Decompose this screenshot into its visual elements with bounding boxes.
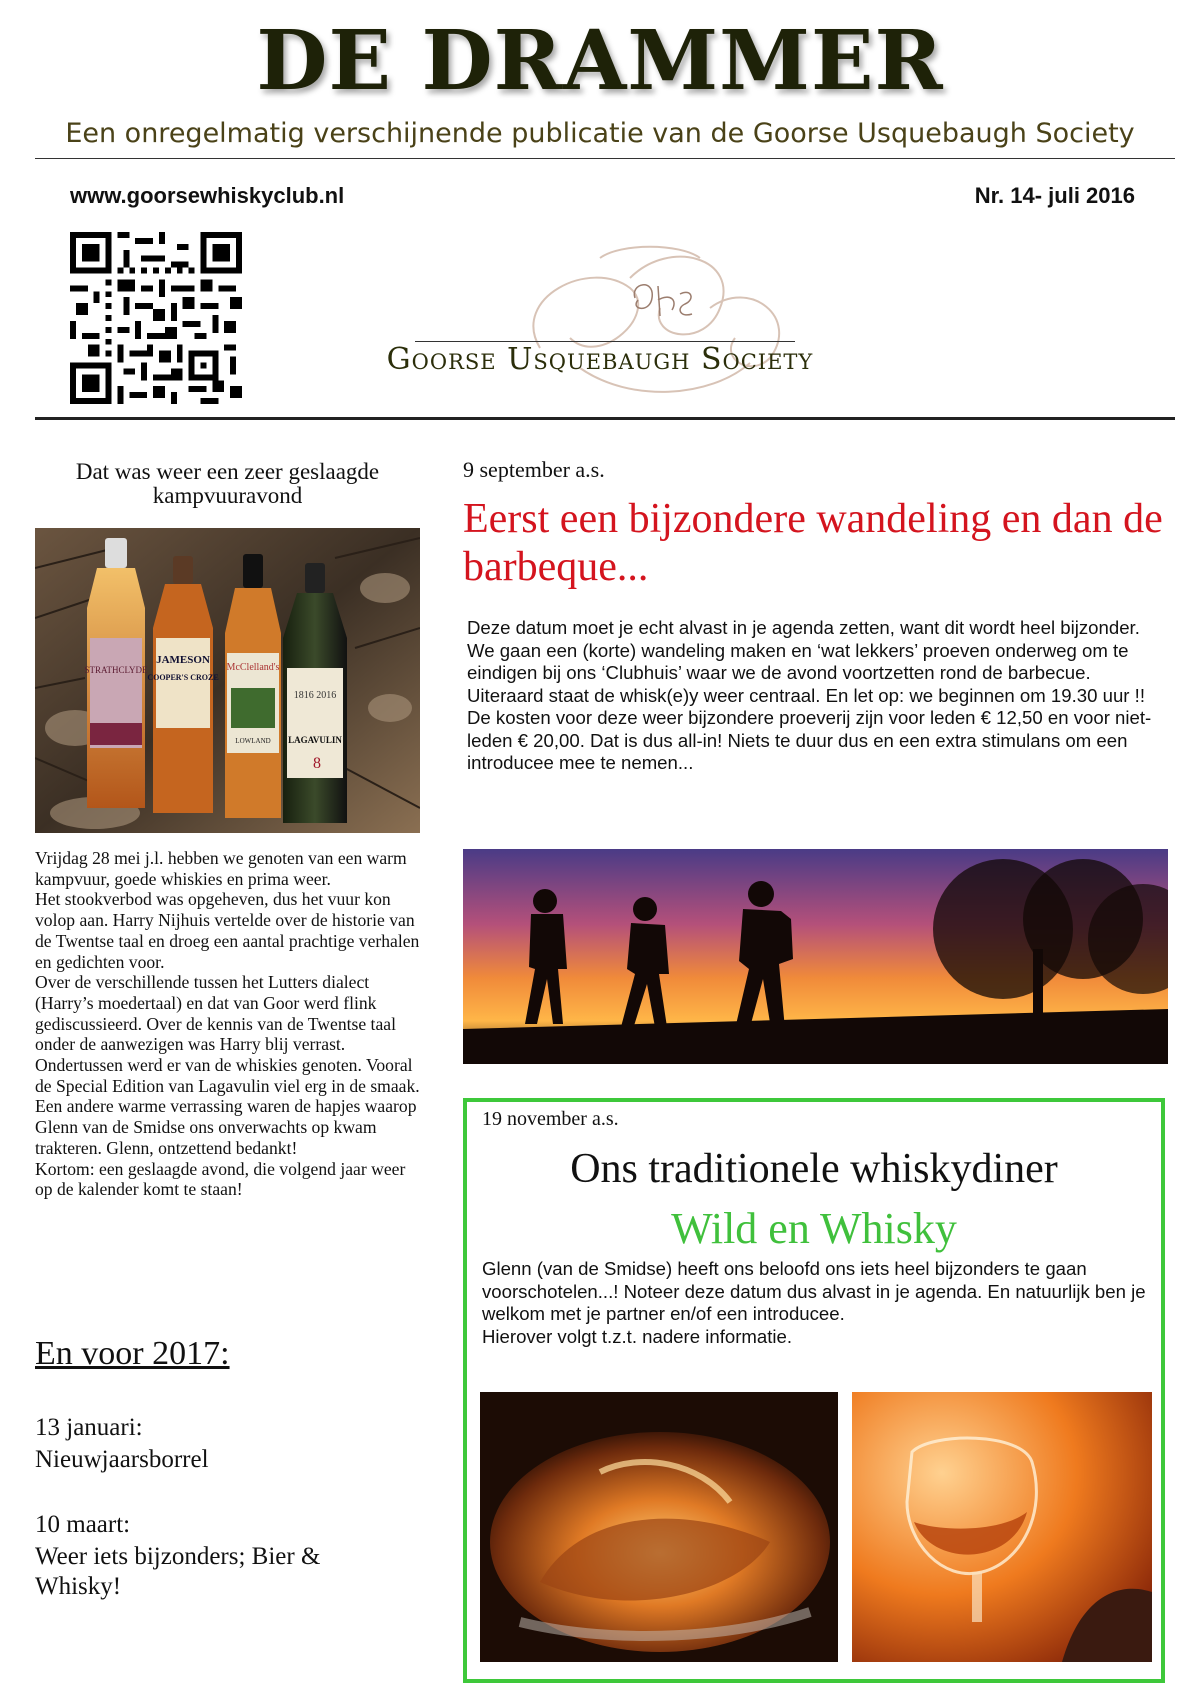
bottle-label-2: JAMESON [156, 654, 210, 666]
event-date: 10 maart: [35, 1511, 131, 1538]
future-events-heading: En voor 2017: [35, 1335, 230, 1372]
website-link[interactable]: www.goorsewhiskyclub.nl [70, 183, 345, 208]
society-monogram-logo [480, 238, 840, 408]
whisky-glass-photo [852, 1392, 1152, 1662]
masthead-title: DE DRAMMER [256, 13, 944, 109]
bottle-label-4: McClelland's [226, 662, 280, 673]
september-title: Eerst een bijzondere wandeling en dan de barbeque... [463, 496, 1163, 590]
bottle-label-8: 8 [313, 755, 321, 772]
november-subtitle: Wild en Whisky [671, 1204, 957, 1253]
september-paragraph: De kosten voor deze weer bijzondere proeverij zijn voor leden € 12,50 en voor niet-leden € 20,00. Dat is dus all-in! Niets te duur dus en een extra stimulans om een introducee mee te nemen... [467, 707, 1152, 773]
campfire-paragraph: Het stookverbod was opgeheven, dus het vuur kon volop aan. Harry Nijhuis vertelde over de historie van de Twentse taal en droeg een aantal prachtige verhalen en gedichten voor. [35, 889, 420, 972]
event-name: Weer iets bijzonders; Bier & Whisky! [35, 1543, 321, 1600]
november-paragraph: Hierover volgt t.z.t. nadere informatie. [482, 1325, 793, 1347]
header-bottom-rule [35, 417, 1175, 420]
november-title: Ons traditionele whiskydiner [570, 1146, 1058, 1192]
event-name: Nieuwjaarsborrel [35, 1446, 209, 1473]
header-divider [35, 158, 1175, 159]
september-article [467, 617, 1167, 775]
campfire-paragraph: Kortom: een geslaagde avond, die volgend jaar weer op de kalender komt te staan! [35, 1158, 406, 1200]
qr-code[interactable] [70, 232, 242, 404]
event-date: 13 januari: [35, 1414, 143, 1441]
campfire-paragraph: Over de verschillende tussen het Lutters dialect (Harry’s moedertaal) en dat van Goor werd flink gediscussieerd. Over de kennis van de Twentse taal onder de aanwezigen was Harry blij verrast. Ondertussen werd er van de whiskies genoten. Vooral de Special Edition van Lagavulin viel erg in de smaak. [35, 972, 420, 1096]
campfire-paragraph: Vrijdag 28 mei j.l. hebben we genoten van een warm kampvuur, goede whiskies en prima weer. [35, 848, 407, 889]
november-article [482, 1258, 1162, 1348]
campfire-paragraph: Een andere warme verrassing waren de hapjes waarop Glenn van de Smidse ons onverwachts op kwam trakteren. Glenn, ontzettend bedankt! [35, 1096, 417, 1158]
campfire-article [35, 848, 420, 1200]
roasted-game-photo [480, 1392, 838, 1662]
issue-number: Nr. 14- juli 2016 [974, 183, 1135, 208]
bottle-label-7: LAGAVULIN [288, 735, 342, 745]
bottle-label-5: LOWLAND [235, 737, 271, 745]
bottle-label-6: 1816 2016 [293, 690, 337, 701]
campfire-heading: Dat was weer een zeer geslaagde kampvuuravond [75, 459, 380, 508]
society-name: Goorse Usquebaugh Society [386, 342, 814, 377]
whisky-bottles-photo [35, 528, 420, 833]
november-paragraph: Glenn (van de Smidse) heeft ons beloofd ons iets heel bijzonders te gaan voorschotelen...! Noteer deze datum dus alvast in je agenda. En natuurlijk ben je welkom met je partner en/of een introducee. [482, 1258, 1146, 1324]
september-date: 9 september a.s. [463, 457, 605, 482]
september-paragraph: Deze datum moet je echt alvast in je agenda zetten, want dit wordt heel bijzonder. We gaan een (korte) wandeling maken en ‘wat lekkers’ proeven onderweg om te eindigen bij ons ‘Clubhuis’ waar we de avond voortzetten rond de barbecue. Uiteraard staat de whisk(e)y weer centraal. En let op: we beginnen om 19.30 uur !! [467, 617, 1145, 706]
bottle-label-1: STRATHCLYDE [84, 665, 148, 675]
hikers-sunset-photo [463, 849, 1168, 1064]
november-date: 19 november a.s. [482, 1108, 619, 1130]
bottle-label-3: COOPER'S CROZE [147, 673, 219, 682]
masthead-subtitle: Een onregelmatig verschijnende publicatie van de Goorse Usquebaugh Society [65, 118, 1135, 149]
